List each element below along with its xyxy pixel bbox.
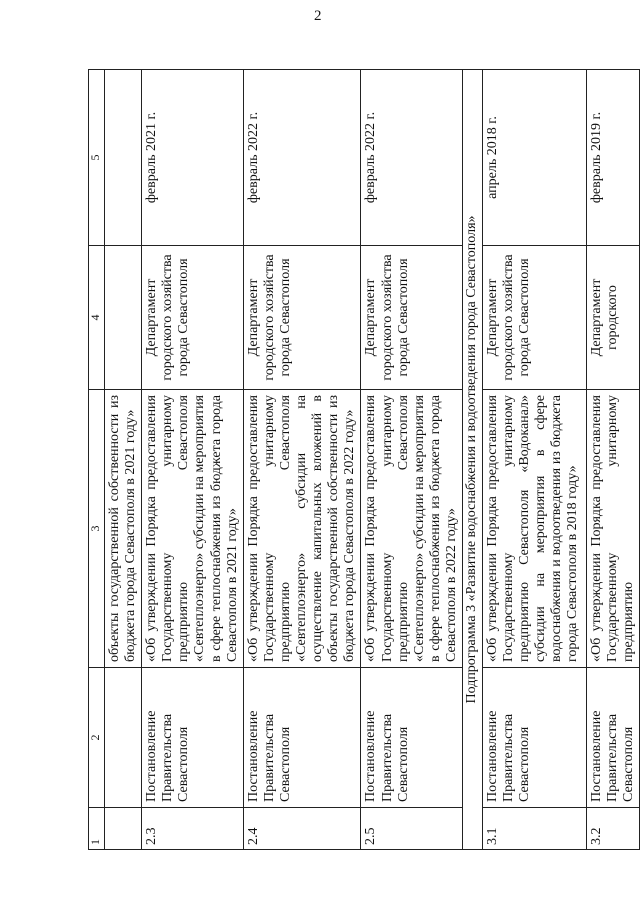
row-name: «Об утверждении Порядка предоставления Государственному унитарному предприятию Севастополя «Севтеплоэнерго» субсидии на мероприятия в сфере теплоснабжения из бюджета города Севастополя в 2022 году» [361,390,463,668]
continuation-text: объекты государственной собственности из бюджета города Севастополя в 2021 году» [105,390,142,668]
row-executor: Департамент городского хозяйства города Севастополя [482,246,586,390]
row-date: апрель 2018 г. [482,70,586,246]
row-name: «Об утверждении Порядка предоставления Государственному унитарному предприятию Севастополя «Водоканал» субсидии на мероприятия в сфере водоснабжения и водоотведения из бюджета города Севастополя в 2018 году» [482,390,586,668]
table-row [361,70,463,850]
row-date: февраль 2021 г. [142,70,244,246]
table-row [586,70,639,850]
row-executor: Департамент городского хозяйства города Севастополя [361,246,463,390]
row-number: 2.4 [243,808,361,850]
measures-table [88,69,640,850]
col-header-5: 5 [89,70,105,246]
continuation-row [105,70,142,850]
subprogram-row [462,70,482,850]
row-name: «Об утверждении Порядка предоставления Государственному унитарному предприятию Севастополя «Севтеплоэнерго» субсидии на осуществление капитальных вложений в объекты государственной собственности из бюджета города Севастополя в 2022 году» [243,390,361,668]
table-row [243,70,361,850]
row-doc-type: Постановление Правительства Севастополя [361,668,463,808]
page-number: 2 [314,8,322,24]
row-number: 2.3 [142,808,244,850]
subprogram-title: Подпрограмма 3 «Развитие водоснабжения и водоотведения города Севастополя» [462,70,482,850]
row-date: февраль 2022 г. [361,70,463,246]
row-doc-type: Постановление Правительства Севастополя [586,668,639,808]
row-number: 3.2 [586,808,639,850]
row-date: февраль 2022 г. [243,70,361,246]
row-number: 2.5 [361,808,463,850]
col-header-1: 1 [89,808,105,850]
col-header-4: 4 [89,246,105,390]
row-name: «Об утверждении Порядка предоставления Государственному унитарному предприятию Севастополя «Севтеплоэнерго» субсидии на мероприятия в сфере теплоснабжения из бюджета города Севастополя в 2021 году» [142,390,244,668]
row-doc-type: Постановление Правительства Севастополя [142,668,244,808]
col-header-2: 2 [89,668,105,808]
row-number: 3.1 [482,808,586,850]
table-row [142,70,244,850]
row-doc-type: Постановление Правительства Севастополя [243,668,361,808]
table-row [482,70,586,850]
row-doc-type: Постановление Правительства Севастополя [482,668,586,808]
col-header-3: 3 [89,390,105,668]
row-executor: Департамент городского хозяйства города Севастополя [142,246,244,390]
column-numbers-row [89,70,105,850]
row-executor: Департамент городского [586,246,639,390]
row-date: февраль 2019 г. [586,70,639,246]
row-executor: Департамент городского хозяйства города Севастополя [243,246,361,390]
row-name: «Об утверждении Порядка предоставления Государственному унитарному предприятию [586,390,639,668]
rotated-table-wrapper [88,70,637,850]
